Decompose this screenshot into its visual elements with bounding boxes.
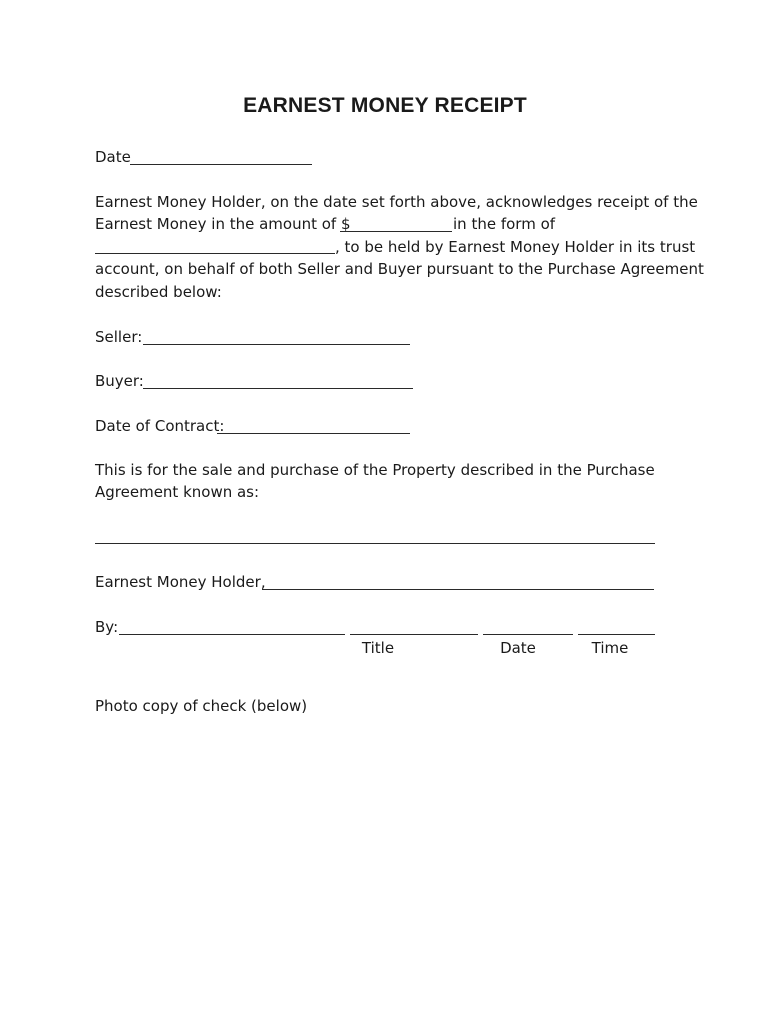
photo-copy-label: Photo copy of check (below) [95,697,308,715]
seller-label: Seller: [95,328,143,346]
seller-field[interactable] [143,344,410,345]
by-date-field[interactable] [483,634,573,635]
date-field[interactable] [130,164,312,165]
holder-label: Earnest Money Holder, [95,573,266,591]
contract-date-field[interactable] [217,433,410,434]
column-time-label: Time [591,639,629,657]
amount-field[interactable] [340,231,452,232]
para1-line2-prefix: Earnest Money in the amount of $ [95,215,351,233]
buyer-field[interactable] [143,388,413,389]
by-label: By: [95,618,119,636]
para1-line2-suffix: in the form of [453,215,556,233]
form-of-payment-field[interactable] [95,253,335,254]
buyer-label: Buyer: [95,372,144,390]
para1-line5: described below: [95,283,222,301]
property-description-field[interactable] [95,543,655,544]
column-date-label: Date [500,639,536,657]
para1-line1: Earnest Money Holder, on the date set forth above, acknowledges receipt of the [95,193,698,211]
holder-field[interactable] [262,589,654,590]
by-title-field[interactable] [350,634,478,635]
contract-date-label: Date of Contract: [95,417,225,435]
para2-line2: Agreement known as: [95,483,260,501]
date-label: Date [95,148,131,166]
by-time-field[interactable] [578,634,655,635]
page-title: EARNEST MONEY RECEIPT [243,94,527,117]
column-title-label: Title [361,639,395,657]
para2-line1: This is for the sale and purchase of the Property described in the Purchase [95,461,655,479]
by-signature-field[interactable] [119,634,345,635]
para1-line4: account, on behalf of both Seller and Buyer pursuant to the Purchase Agreement [95,260,704,278]
para1-line3-suffix: , to be held by Earnest Money Holder in its trust [335,238,696,256]
